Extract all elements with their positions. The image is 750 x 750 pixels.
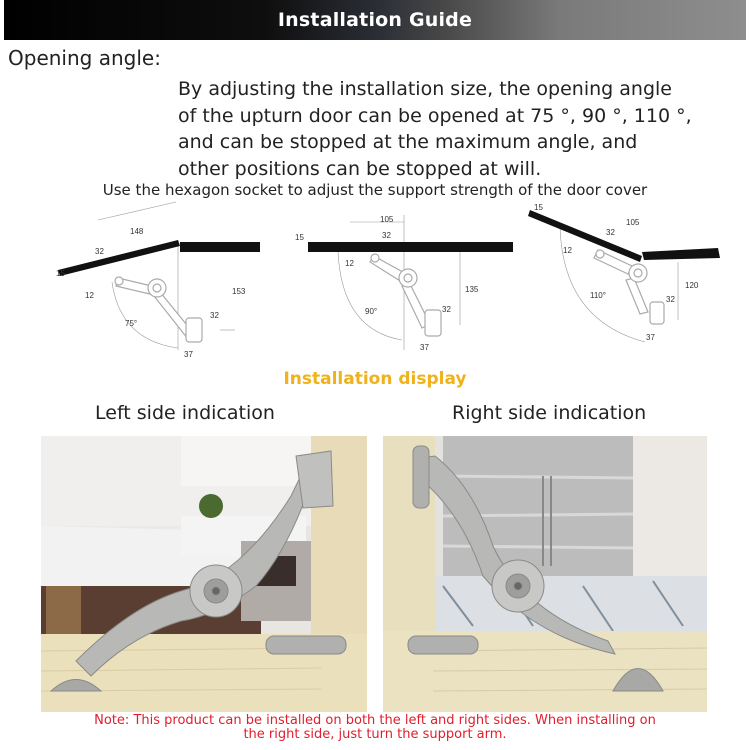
dim-offset: 32 bbox=[606, 228, 615, 237]
left-side-label: Left side indication bbox=[95, 402, 275, 424]
hexagon-socket-note: Use the hexagon socket to adjust the support strength of the door cover bbox=[102, 181, 648, 199]
door-panel bbox=[308, 242, 513, 252]
dim-thickness: 15 bbox=[295, 233, 304, 242]
dim-bracket: 32 bbox=[666, 295, 675, 304]
description-line: By adjusting the installation size, the opening angle bbox=[178, 78, 672, 100]
installation-display-title: Installation display bbox=[283, 369, 467, 389]
angle-label: 90° bbox=[365, 307, 378, 316]
dim-height: 153 bbox=[232, 287, 246, 296]
dim-length: 105 bbox=[380, 215, 394, 224]
dim-base: 37 bbox=[646, 333, 655, 342]
angle-label: 110° bbox=[590, 291, 606, 300]
note-line-2: the right side, just turn the support arm. bbox=[243, 727, 507, 742]
dim-bracket: 32 bbox=[442, 305, 451, 314]
dim-offset: 32 bbox=[382, 231, 391, 240]
dim-gap: 12 bbox=[563, 246, 572, 255]
description-line: and can be stopped at the maximum angle, and bbox=[178, 131, 638, 153]
page-title: Installation Guide bbox=[277, 9, 473, 31]
dim-thickness: 15 bbox=[56, 269, 65, 278]
note-line-1: Note: This product can be installed on both the left and right sides. When installing on bbox=[94, 713, 656, 728]
diagram-75-degree bbox=[50, 200, 275, 360]
door-panel bbox=[58, 240, 180, 276]
dim-length: 105 bbox=[626, 218, 640, 227]
dim-thickness: 15 bbox=[534, 203, 543, 212]
right-side-label: Right side indication bbox=[452, 402, 647, 424]
dim-bracket: 32 bbox=[210, 311, 219, 320]
opening-angle-heading: Opening angle: bbox=[8, 46, 161, 70]
header-banner bbox=[4, 0, 746, 40]
dim-base: 37 bbox=[184, 350, 193, 359]
dim-offset: 32 bbox=[95, 247, 104, 256]
installation-note bbox=[0, 714, 750, 742]
description-line: of the upturn door can be opened at 75 °, 90 °, 110 °, bbox=[178, 104, 692, 127]
dim-height: 120 bbox=[685, 281, 699, 290]
description-line: other positions can be stopped at will. bbox=[178, 157, 542, 180]
dim-gap: 12 bbox=[345, 259, 354, 268]
right-side-photo bbox=[383, 436, 707, 712]
cabinet-top bbox=[642, 248, 720, 260]
dim-height: 135 bbox=[465, 285, 479, 294]
dim-base: 37 bbox=[420, 343, 429, 352]
door-panel bbox=[528, 210, 642, 262]
opening-angle-description bbox=[178, 76, 738, 182]
diagram-110-degree bbox=[520, 200, 745, 360]
dim-length: 148 bbox=[130, 227, 144, 236]
cabinet-top bbox=[180, 242, 260, 252]
diagram-90-degree bbox=[290, 200, 515, 360]
dim-gap: 12 bbox=[85, 291, 94, 300]
angle-label: 75° bbox=[125, 319, 138, 328]
left-side-photo bbox=[41, 436, 367, 712]
